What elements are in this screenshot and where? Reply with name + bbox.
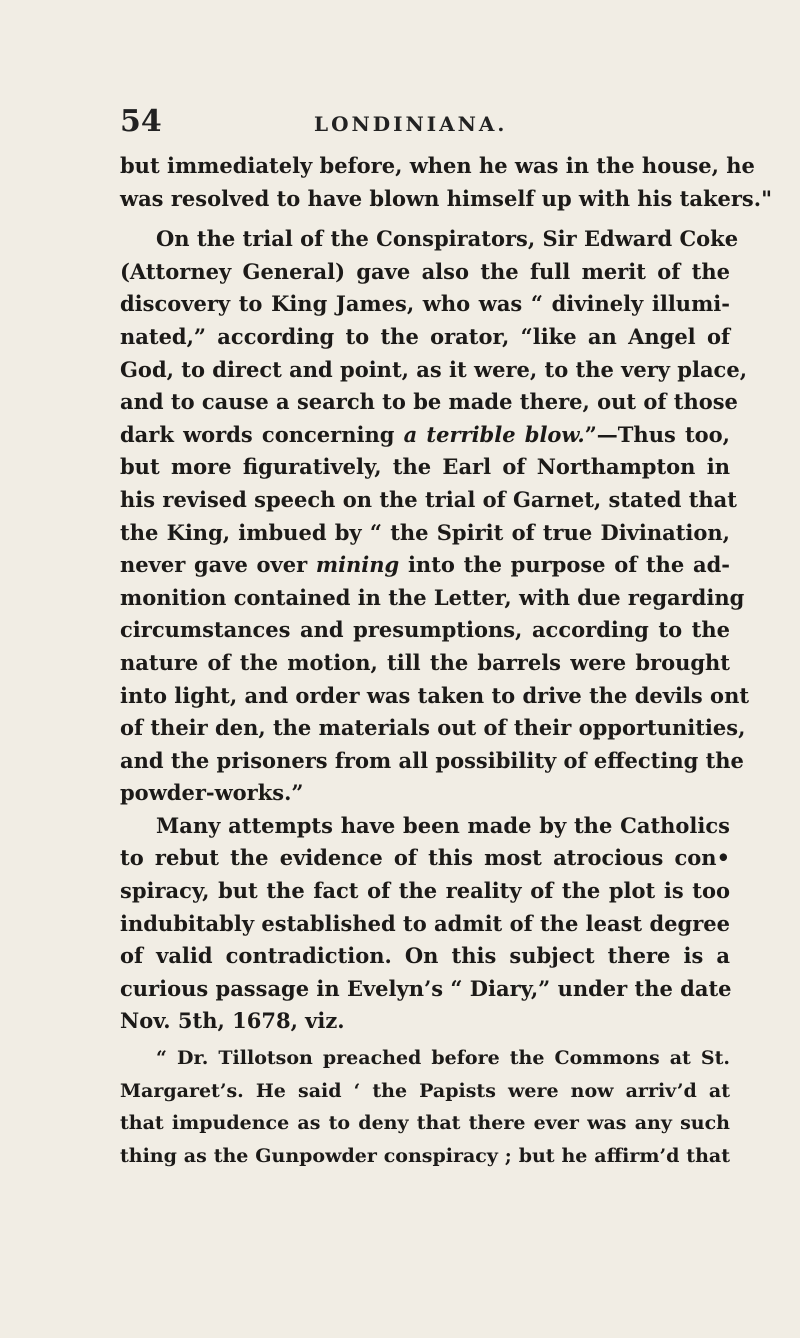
- text-line: curious passage in Evelyn’s “ Diary,” under the date: [120, 975, 732, 1001]
- quotation-line: thing as the Gunpowder conspiracy ; but he affirm’d that: [120, 1144, 730, 1167]
- text-line: (Attorney General) gave also the full merit of the: [120, 258, 730, 284]
- quotation-line: Margaret’s. He said ‘ the Papists were now arriv’d at: [120, 1079, 730, 1102]
- text-line: nature of the motion, till the barrels were brought: [120, 649, 730, 675]
- text-line: but immediately before, when he was in the house, he: [120, 153, 755, 178]
- text-line: powder-works.”: [120, 780, 304, 806]
- text-line: the King, imbued by “ the Spirit of true Divination,: [120, 519, 730, 545]
- running-head: [0, 102, 800, 142]
- text-line: of valid contradiction. On this subject there is a: [120, 943, 730, 969]
- text-line: spiracy, but the fact of the reality of the plot is too: [120, 878, 730, 904]
- text-line: was resolved to have blown himself up with his takers.": [120, 185, 773, 211]
- text-line: indubitably established to admit of the least degree: [120, 910, 730, 936]
- italic-phrase: a terrible blow.: [403, 421, 585, 447]
- text-line: God, to direct and point, as it were, to the very place,: [120, 356, 748, 382]
- text-line: his revised speech on the trial of Garnet, stated that: [120, 486, 737, 512]
- text-segment: never gave over: [120, 552, 308, 578]
- text-line: nated,” according to the orator, “like an Angel of: [120, 323, 730, 349]
- text-line: to rebut the evidence of this most atrocious con•: [120, 845, 730, 871]
- paragraph-start-line: On the trial of the Conspirators, Sir Edward Coke: [156, 226, 739, 252]
- text-segment: into the purpose of the ad-: [407, 552, 730, 578]
- text-line: and the prisoners from all possibility of effecting the: [120, 747, 744, 773]
- text-line: circumstances and presumptions, according to the: [120, 617, 730, 643]
- quotation-line: that impudence as to deny that there ever was any such: [120, 1112, 730, 1135]
- italic-word: mining: [315, 552, 400, 578]
- text-line-mixed: [120, 419, 730, 452]
- text-line: into light, and order was taken to drive the devils ont: [120, 682, 750, 708]
- text-line: Nov. 5th, 1678, viz.: [120, 1008, 345, 1034]
- running-title: LONDINIANA.: [314, 112, 508, 136]
- quotation-start-line: “ Dr. Tillotson preached before the Commons at St.: [156, 1047, 730, 1070]
- text-line: of their den, the materials out of their opportunities,: [120, 715, 746, 741]
- text-line-mixed: [120, 549, 730, 582]
- text-segment: dark words concerning: [120, 421, 395, 447]
- text-line: discovery to King James, who was “ divinely illumi-: [120, 291, 730, 317]
- text-line: and to cause a search to be made there, out of those: [120, 389, 738, 415]
- text-line: but more figuratively, the Earl of Northampton in: [120, 454, 730, 480]
- text-line: monition contained in the Letter, with due regarding: [120, 584, 745, 610]
- text-segment: ”—Thus too,: [584, 421, 730, 447]
- page-number: 54: [120, 104, 162, 139]
- body-text: [120, 150, 773, 1172]
- paragraph-start-line: Many attempts have been made by the Catholics: [156, 812, 730, 838]
